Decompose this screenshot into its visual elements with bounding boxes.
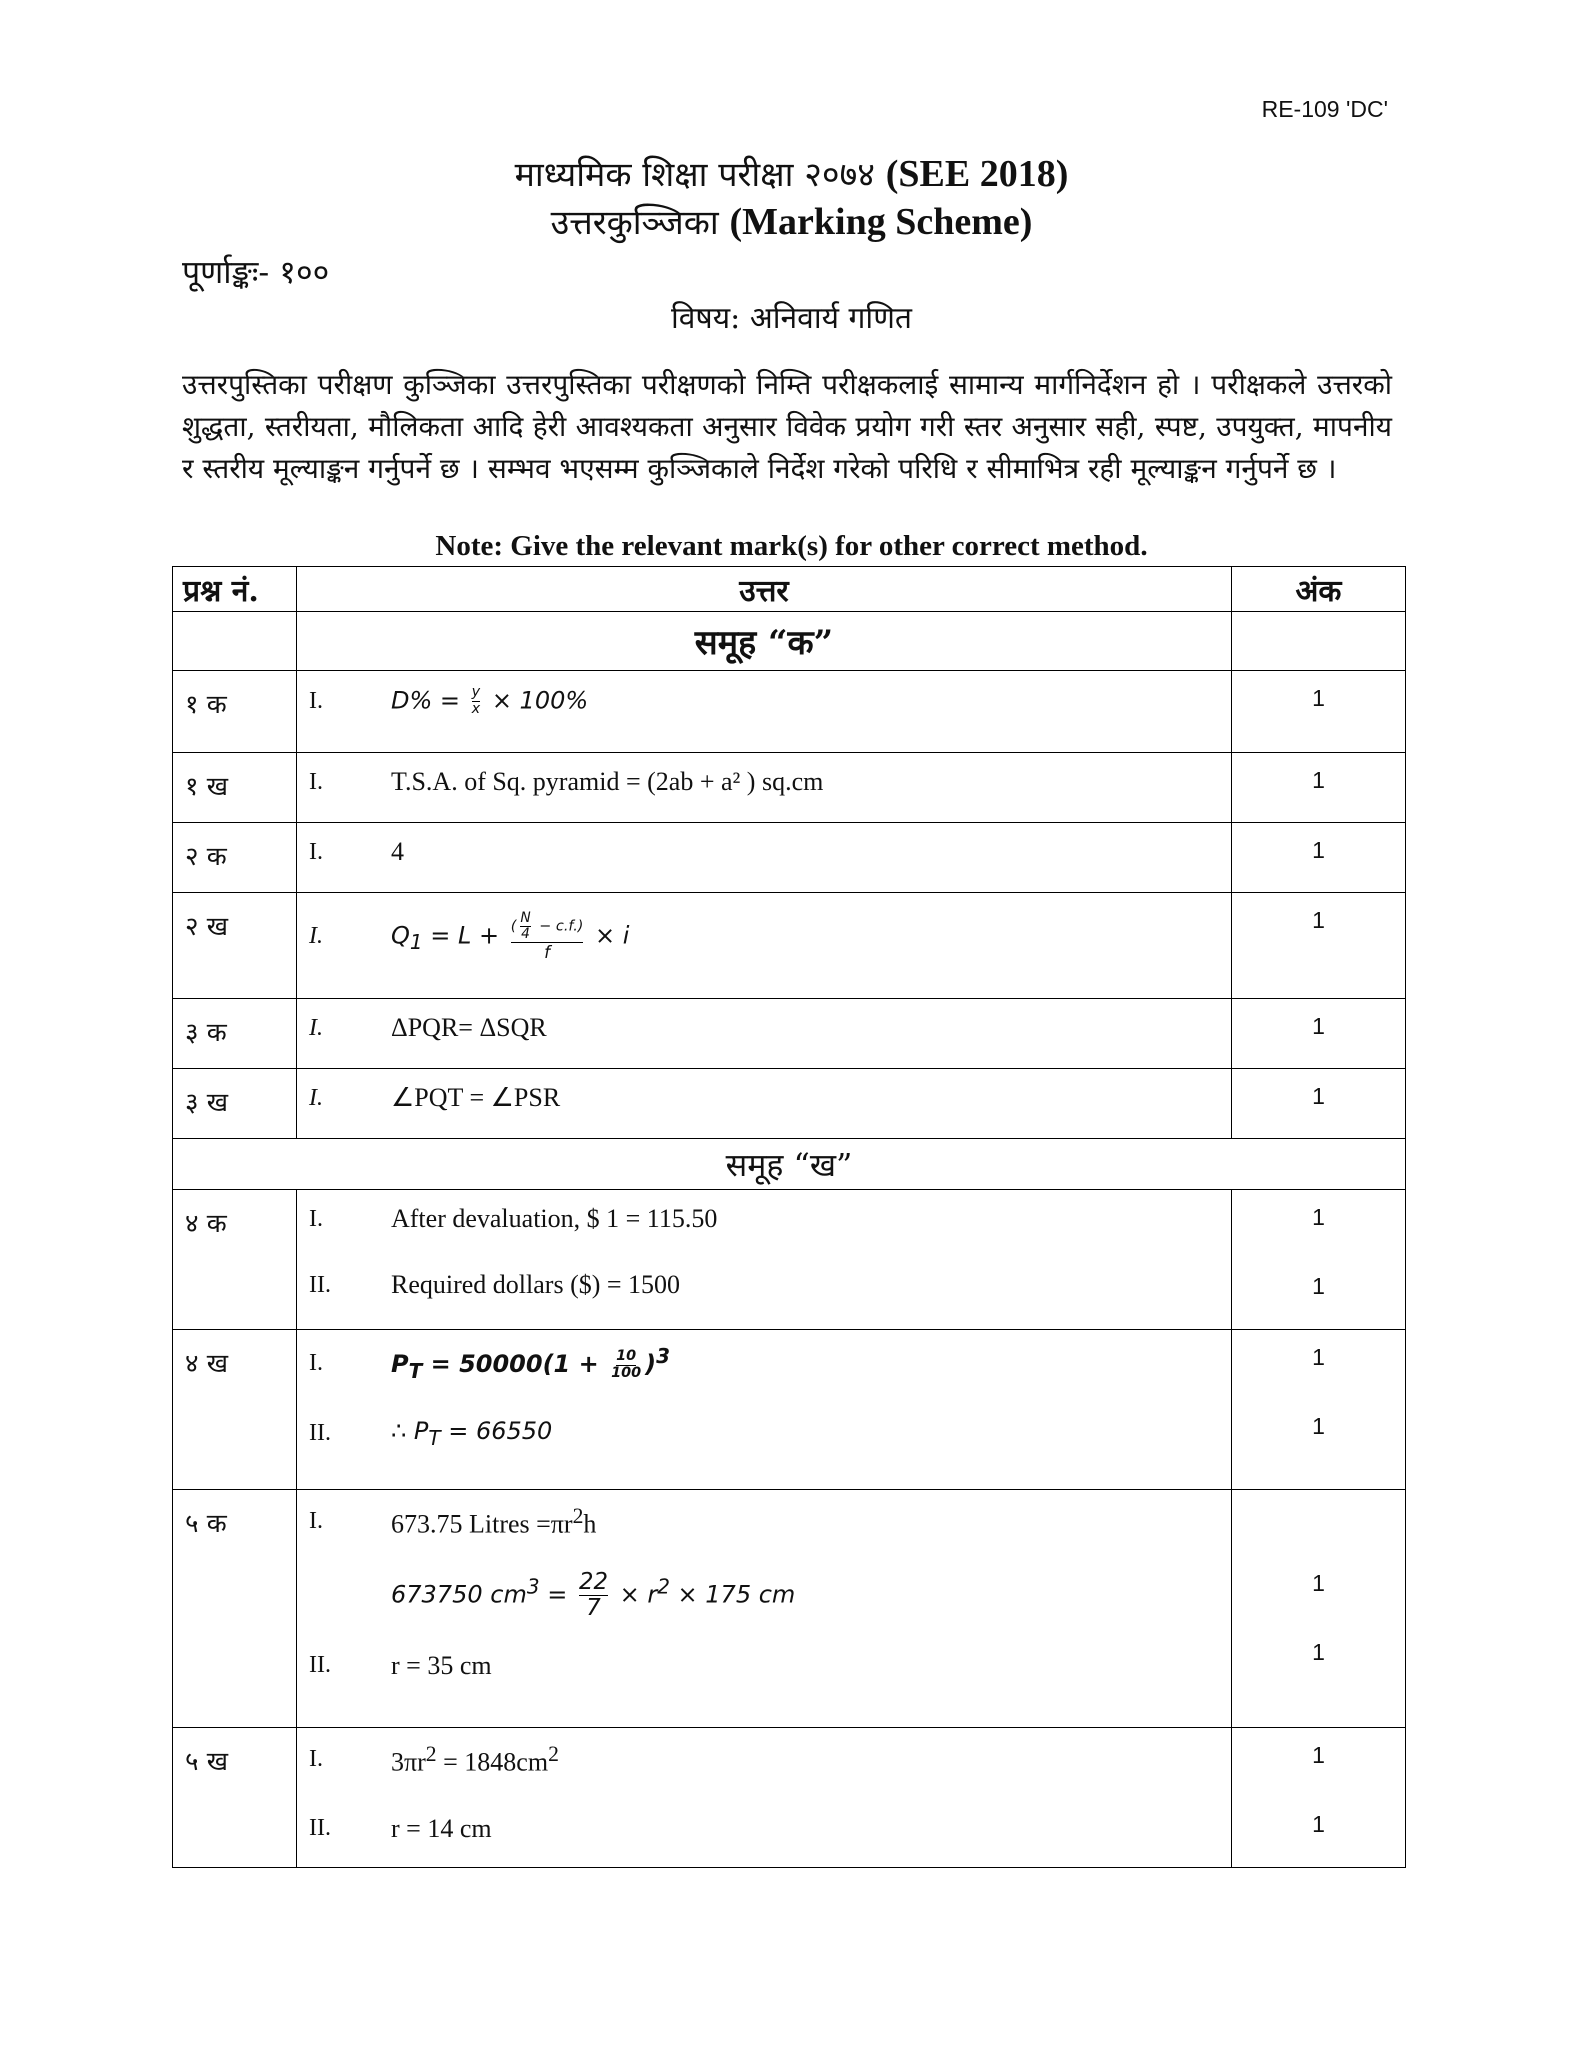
answer-text: 673.75 Litres $=\pi r^2h$ [391, 1504, 597, 1539]
exam-title-english: (SEE 2018) [885, 153, 1069, 195]
marks-cell [1232, 1490, 1406, 1728]
question-number: १ ख [173, 753, 297, 823]
answer-text: ΔPQR= ΔSQR [391, 1013, 547, 1042]
table-row [173, 753, 1406, 823]
answer-cell [297, 1190, 1232, 1330]
answer-text: 4 [391, 837, 404, 866]
answer-text: r = 35 cm [391, 1650, 492, 1680]
step-numeral: I. [309, 1084, 323, 1111]
group-b-heading: समूह “ख” [173, 1139, 1406, 1190]
table-row [173, 823, 1406, 893]
exam-title [0, 150, 1583, 196]
table-row [173, 1490, 1406, 1728]
table-row [173, 999, 1406, 1069]
step-numeral: II. [309, 1652, 331, 1679]
group-a-row [173, 612, 1406, 671]
marks-cell [1232, 753, 1406, 823]
table-header-row [173, 567, 1406, 612]
formula: D% = $\frac{y}{x}$ × 100% [391, 684, 589, 717]
marking-scheme-title [0, 198, 1583, 244]
step-numeral: II. [309, 1419, 331, 1446]
table-row [173, 893, 1406, 999]
step-numeral: I. [309, 1746, 323, 1773]
question-number: २ ख [173, 893, 297, 999]
mark-value: 1 [1312, 1083, 1325, 1109]
question-number: २ क [173, 823, 297, 893]
step-numeral: I. [309, 1508, 323, 1535]
question-number: १ क [173, 671, 297, 753]
answer-cell [297, 1490, 1232, 1728]
mark-value: 1 [1312, 1344, 1325, 1370]
mark-value: 1 [1312, 1742, 1325, 1768]
column-marks: अंक [1232, 567, 1406, 612]
mark-value: 1 [1312, 1273, 1325, 1299]
mark-value: 1 [1312, 907, 1325, 933]
table-row [173, 671, 1406, 753]
mark-value: 1 [1312, 767, 1325, 793]
answer-text: T.S.A. of Sq. pyramid = (2ab + a² ) sq.cm [391, 767, 824, 796]
question-number: ३ क [173, 999, 297, 1069]
answer-cell [297, 1728, 1232, 1868]
mark-value: 1 [1312, 1413, 1325, 1439]
formula: $P_T = 50000(1$ + $\frac{10}{100}$ )$^3$ [391, 1344, 670, 1383]
answer-cell [297, 999, 1232, 1069]
table-row [173, 1190, 1406, 1330]
answer-cell [297, 893, 1232, 999]
table-row [173, 1330, 1406, 1490]
mark-value: 1 [1312, 1639, 1325, 1665]
marks-cell [1232, 1330, 1406, 1490]
question-number: ३ ख [173, 1069, 297, 1139]
empty-cell [173, 612, 297, 671]
formula: 673750 $cm^3$ = $\frac{22}{7}$ × $r^2 \times 175$ cm [391, 1568, 796, 1621]
instructions: उत्तरपुस्तिका परीक्षण कुञ्जिका उत्तरपुस्तिका परीक्षणको निम्ति परीक्षकलाई सामान्य मार्गनिर्देशन हो । परीक्षकले उत्तरको शुद्धता, स्तरीयता, मौलिकता आदि हेरी आवश्यकता अनुसार विवेक प्रयोग गरी स्तर अनुसार सही, स्पष्ट, उपयुक्त, मापनीय र स्तरीय मूल्याङ्कन गर्नुपर्ने छ । सम्भव भएसम्म कुञ्जिकाले निर्देश गरेको परिधि र सीमाभित्र रही मूल्याङ्कन गर्नुपर्ने छ । [182, 368, 1392, 485]
marks-cell [1232, 1728, 1406, 1868]
table-row [173, 1728, 1406, 1868]
marks-cell [1232, 1190, 1406, 1330]
answer-cell [297, 671, 1232, 753]
step-numeral: I. [309, 922, 323, 949]
question-number: ४ क [173, 1190, 297, 1330]
answer-text: After devaluation, $ 1 = 115.50 [391, 1204, 718, 1233]
step-numeral: II. [309, 1271, 331, 1298]
step-numeral: I. [309, 768, 323, 795]
marks-cell [1232, 671, 1406, 753]
group-b-row [173, 1139, 1406, 1190]
exam-title-nepali: माध्यमिक शिक्षा परीक्षा २०७४ [514, 155, 875, 195]
question-number: ५ ख [173, 1728, 297, 1868]
marks-cell [1232, 823, 1406, 893]
marking-table [172, 566, 1406, 1868]
note: Note: Give the relevant mark(s) for other correct method. [435, 530, 1148, 562]
mark-value: 1 [1312, 1570, 1325, 1596]
marks-cell [1232, 893, 1406, 999]
formula: ∴ $P_T = 66550$ [391, 1416, 553, 1450]
answer-cell [297, 1330, 1232, 1490]
step-numeral: I. [309, 1014, 323, 1041]
answer-cell [297, 753, 1232, 823]
mark-value: 1 [1312, 837, 1325, 863]
mark-value: 1 [1312, 1811, 1325, 1837]
step-numeral: I. [309, 1349, 323, 1376]
answer-text: r = 14 cm [391, 1813, 492, 1843]
answer-text: ∠PQT = ∠PSR [391, 1083, 561, 1112]
column-answer: उत्तर [297, 567, 1232, 612]
marking-scheme-nepali: उत्तरकुञ्जिका [550, 203, 719, 243]
step-numeral: I. [309, 1205, 323, 1232]
step-numeral: I. [309, 838, 323, 865]
marks-cell [1232, 1069, 1406, 1139]
answer-cell [297, 823, 1232, 893]
table-row [173, 1069, 1406, 1139]
mark-value: 1 [1312, 1204, 1325, 1230]
full-marks: पूर्णाङ्कः- १०० [182, 253, 330, 291]
subject: विषय: अनिवार्य गणित [670, 301, 912, 336]
marking-scheme-english: (Marking Scheme) [729, 201, 1033, 243]
answer-text: Required dollars ($) = 1500 [391, 1270, 681, 1299]
step-numeral: II. [309, 1815, 331, 1842]
document-code: RE-109 'DC' [1261, 96, 1388, 122]
empty-cell [1232, 612, 1406, 671]
marks-cell [1232, 999, 1406, 1069]
question-number: ५ क [173, 1490, 297, 1728]
mark-value: 1 [1312, 685, 1325, 711]
column-question-number: प्रश्न नं. [173, 567, 297, 612]
group-a-heading: समूह “क” [297, 612, 1232, 671]
answer-cell [297, 1069, 1232, 1139]
mark-value: 1 [1312, 1013, 1325, 1039]
formula: $Q_1 = L$ + ( $\frac{N}{4}$ − c.f.) f × i [391, 910, 630, 963]
question-number: ४ ख [173, 1330, 297, 1490]
step-numeral: I. [309, 687, 323, 714]
answer-text: $3\pi r^2 = 1848cm^2$ [391, 1742, 559, 1777]
